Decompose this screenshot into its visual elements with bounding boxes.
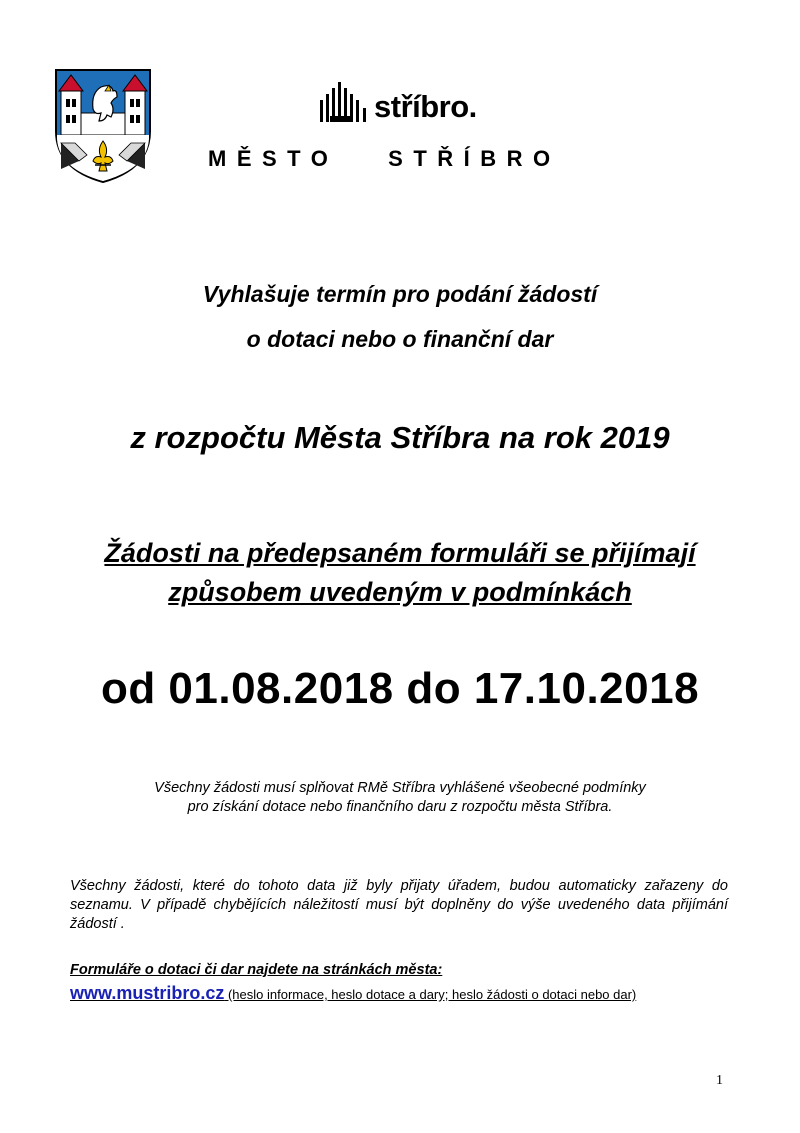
page-number: 1 [716, 1073, 723, 1088]
forms-website-heading: Formuláře o dotaci či dar najdete na stránkách města: [70, 962, 443, 978]
stribro-logo-icon [318, 80, 372, 126]
brand-logo [318, 78, 488, 126]
forms-notice-line-2: způsobem uvedeným v podmínkách [168, 577, 632, 607]
website-hint: (heslo informace, heslo dotace a dary; heslo žádosti o dotaci nebo dar) [224, 987, 637, 1002]
city-name: MĚSTO STŘÍBRO [208, 146, 561, 171]
submission-date-range: od 01.08.2018 do 17.10.2018 [100, 664, 700, 713]
conditions-note [0, 779, 800, 817]
conditions-line-1: Všechny žádosti musí splňovat RMě Stříbra vyhlášené všeobecné podmínky [154, 780, 646, 796]
budget-year-heading: z rozpočtu Města Stříbra na rok 2019 [130, 420, 670, 455]
website-link[interactable]: www.mustribro.cz [70, 983, 225, 1003]
website-line [70, 983, 636, 1004]
city-coat-of-arms-icon [55, 69, 151, 183]
announcement-line-2: o dotaci nebo o finanční dar [246, 326, 554, 352]
forms-notice-line-1: Žádosti na předepsaném formuláři se přijímají [104, 538, 696, 568]
brand-text: stříbro. [374, 89, 477, 124]
auto-inclusion-note: Všechny žádosti, které do tohoto data již byly přijaty úřadem, budou automaticky zařazeny do seznamu. V případě chybějících náležitostí musí být doplněny do výše uvedeného data přijímání žádostí . [70, 878, 728, 932]
conditions-line-2: pro získání dotace nebo finančního daru z rozpočtu města Stříbra. [187, 799, 613, 815]
announcement-line-1: Vyhlašuje termín pro podání žádostí [202, 281, 598, 307]
